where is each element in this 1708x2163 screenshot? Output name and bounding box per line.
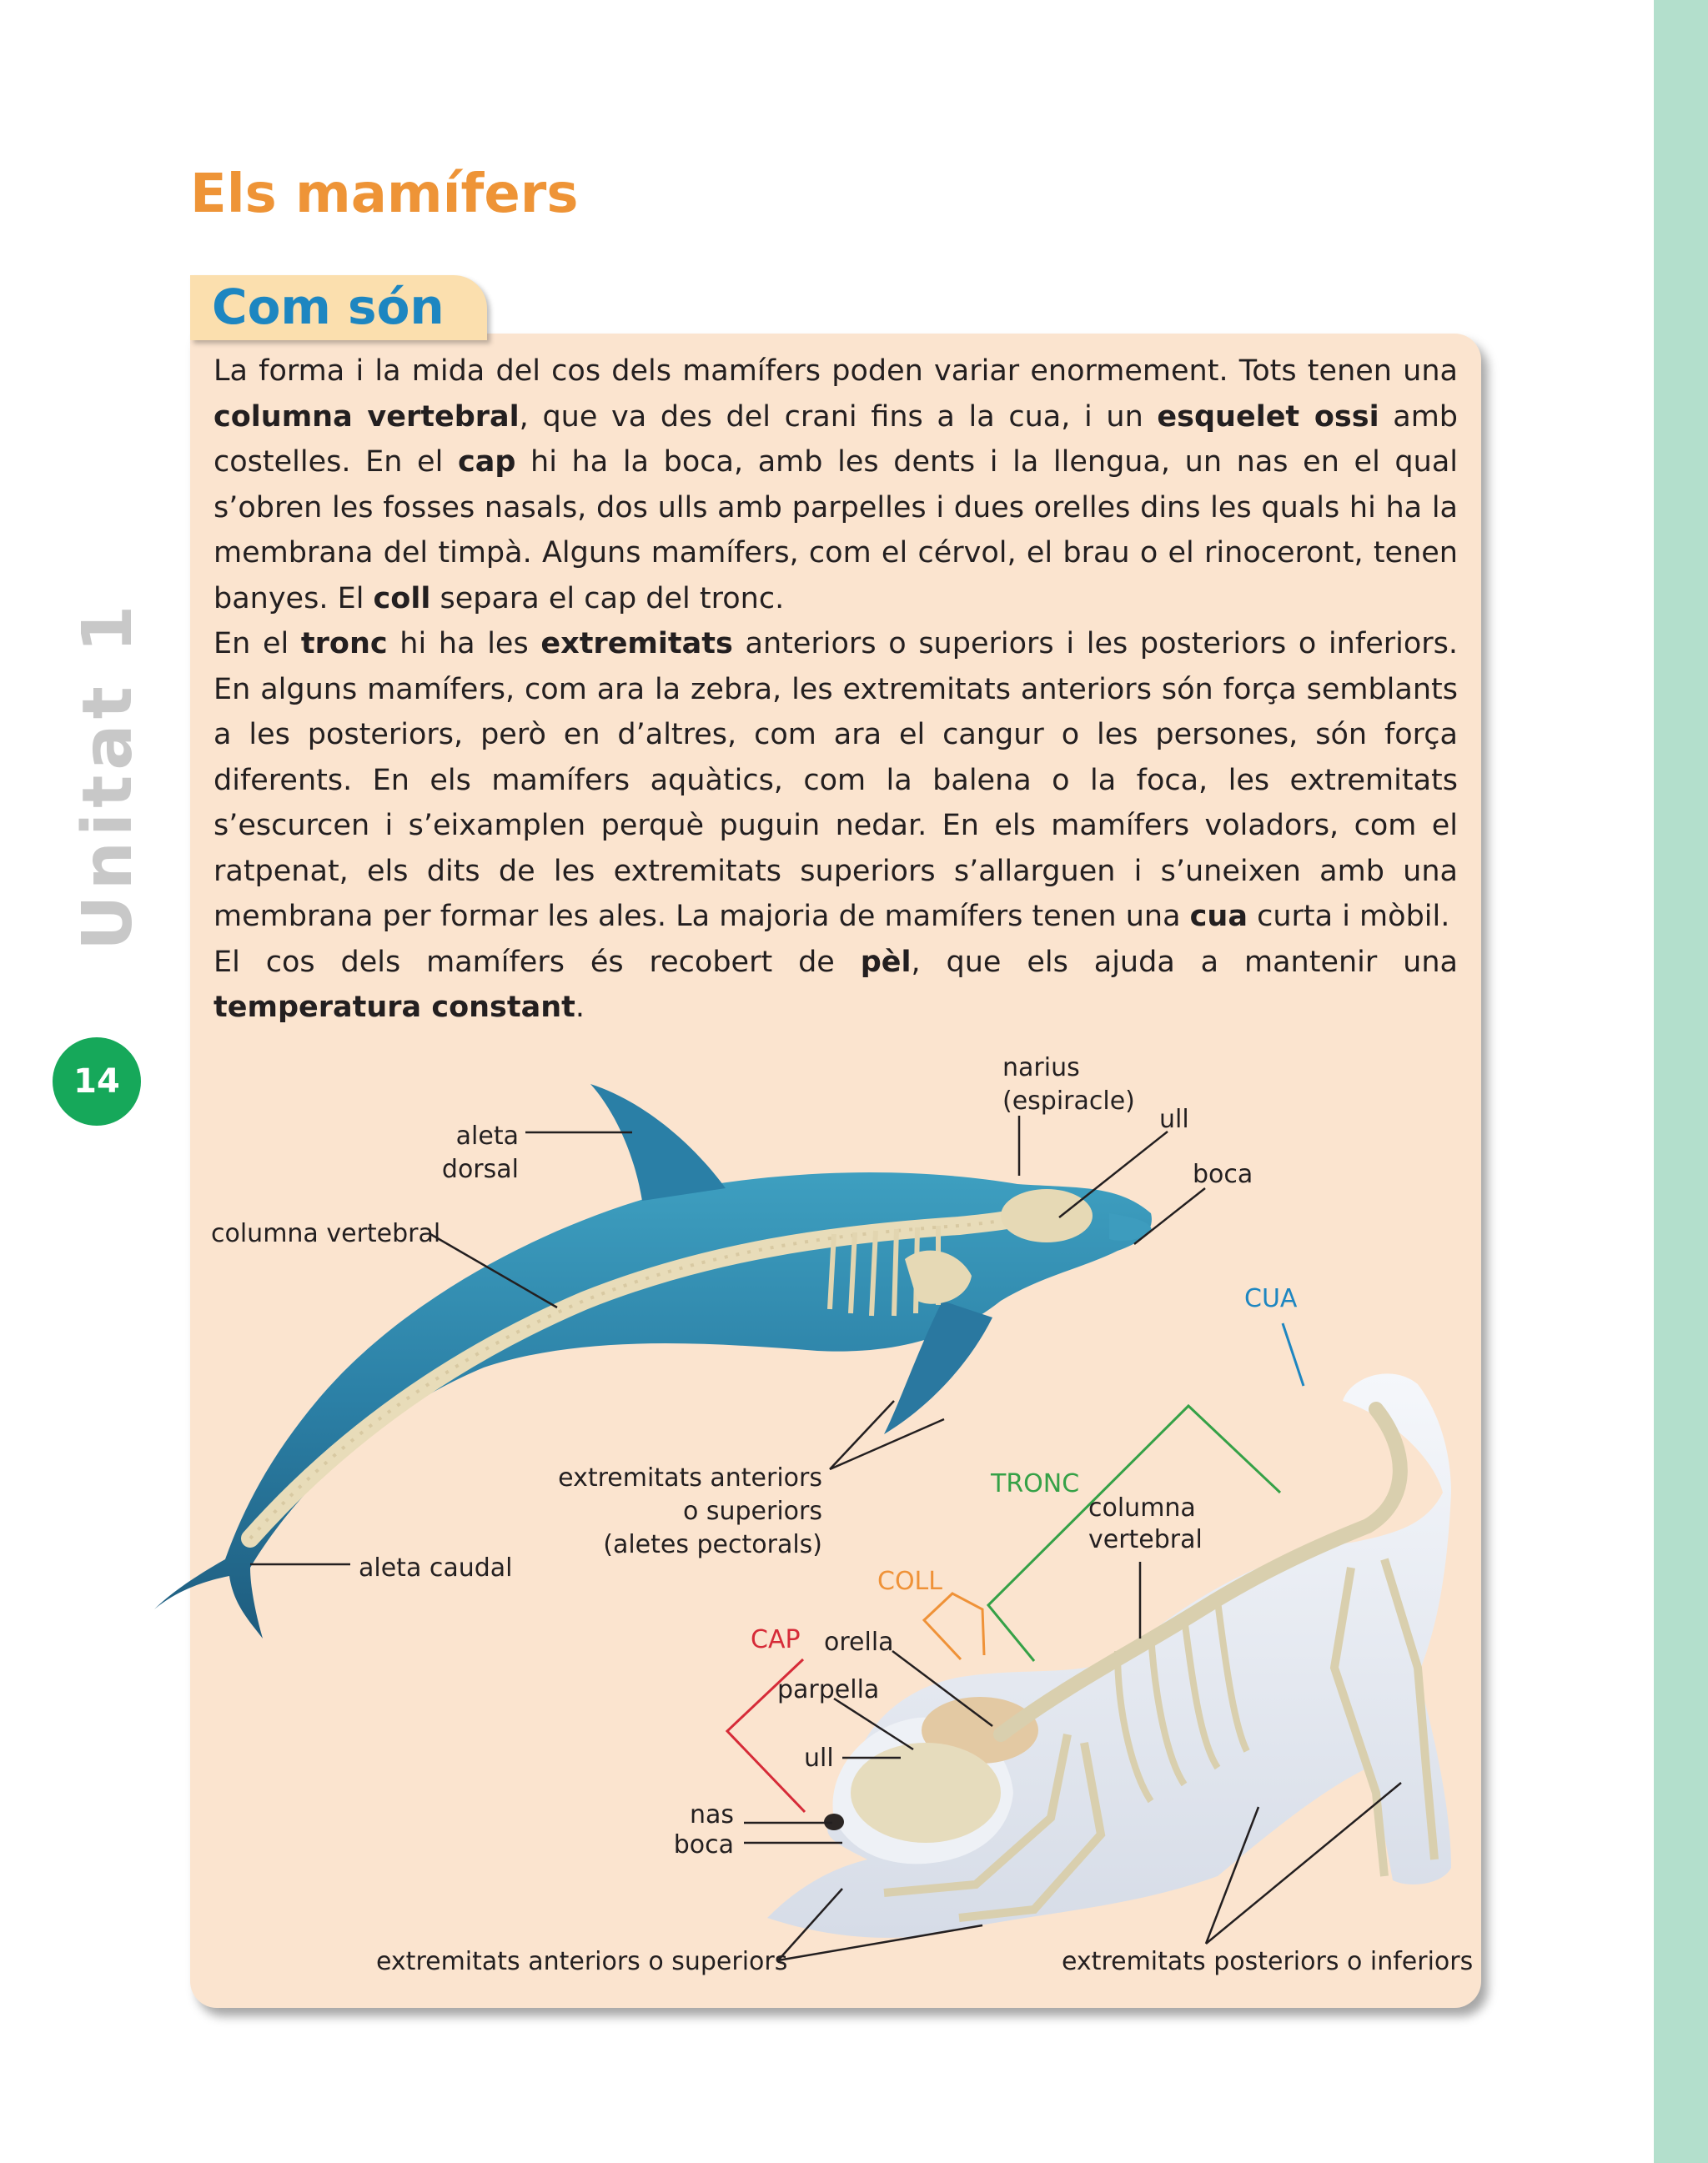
page-title: Els mamífers (190, 163, 579, 225)
label-dog-vertebral: vertebral (1088, 1525, 1203, 1554)
bracket-coll (924, 1593, 984, 1659)
label-dog-ull: ull (804, 1744, 834, 1773)
label-parpella: parpella (777, 1675, 880, 1704)
label-dog-boca: boca (673, 1830, 734, 1859)
label-dorsal: dorsal (441, 1155, 519, 1184)
label-dolphin-boca: boca (1193, 1160, 1253, 1189)
cua-pointer (1283, 1323, 1304, 1386)
unit-label: Unitat 1 (68, 600, 148, 951)
label-tronc: TRONC (991, 1469, 1080, 1498)
label-ext-anteriors: extremitats anteriors (558, 1463, 822, 1493)
dolphin-skull (1001, 1189, 1093, 1242)
label-cua: CUA (1244, 1284, 1298, 1313)
paragraph-2: En el tronc hi ha les extremitats anteriors o superiors i les posteriors o inferiors. En alguns mamífers, com ara la zebra, les extremitats anteriors són força semblants a les posteriors, però en d’altres, com ara el cangur o les persones, són força diferents. En els mamífers aquàtics, com la balena o la foca, les extremitats s’escurcen i s’eixamplen perquè puguin nedar. En els mamífers voladors, com el ratpenat, els dits de les extremitats superiors s’allarguen i s’uneixen amb una membrana per formar les ales. La majoria de mamífers tenen una cua curta i mòbil. (214, 627, 1459, 933)
label-aleta: aleta (455, 1122, 519, 1151)
label-aletes-pectorals: (aletes pectorals) (603, 1530, 822, 1559)
label-narius: narius (1002, 1053, 1080, 1082)
label-ext-posteriors-inferiors: extremitats posteriors o inferiors (1062, 1947, 1474, 1976)
section-title: Com són (212, 279, 445, 335)
label-nas: nas (689, 1800, 734, 1829)
paragraph-1: La forma i la mida del cos dels mamífers poden variar enormement. Tots tenen una columna vertebral, que va des del crani fins a la cua, i un esquelet ossi amb costelles. En el cap hi ha la boca, amb les dents i la llengua, un nas en el qual s’obren les fosses nasals, dos ulls amb parpelles i dues orelles dins les quals hi ha la membrana del timpà. Alguns mamífers, com el cérvol, el brau o el rinoceront, tenen banyes. El coll separa el cap del tronc. (214, 354, 1459, 615)
label-aleta-caudal: aleta caudal (359, 1553, 513, 1583)
label-ext-anteriors-superiors: extremitats anteriors o superiors (376, 1947, 788, 1976)
label-dog-columna: columna (1088, 1493, 1196, 1523)
label-coll: COLL (877, 1567, 942, 1596)
dolphin-dorsal-fin (590, 1084, 726, 1201)
paragraph-3: El cos dels mamífers és recobert de pèl, que els ajuda a mantenir una temperatura constant. (214, 945, 1458, 1024)
page-number: 14 (53, 1037, 141, 1126)
label-cap: CAP (751, 1625, 801, 1654)
label-espiracle: (espiracle) (1002, 1087, 1135, 1116)
label-orella: orella (824, 1628, 894, 1657)
label-dolphin-columna: columna vertebral (211, 1219, 441, 1248)
label-dolphin-ull: ull (1159, 1105, 1189, 1134)
label-o-superiors: o superiors (682, 1497, 822, 1526)
